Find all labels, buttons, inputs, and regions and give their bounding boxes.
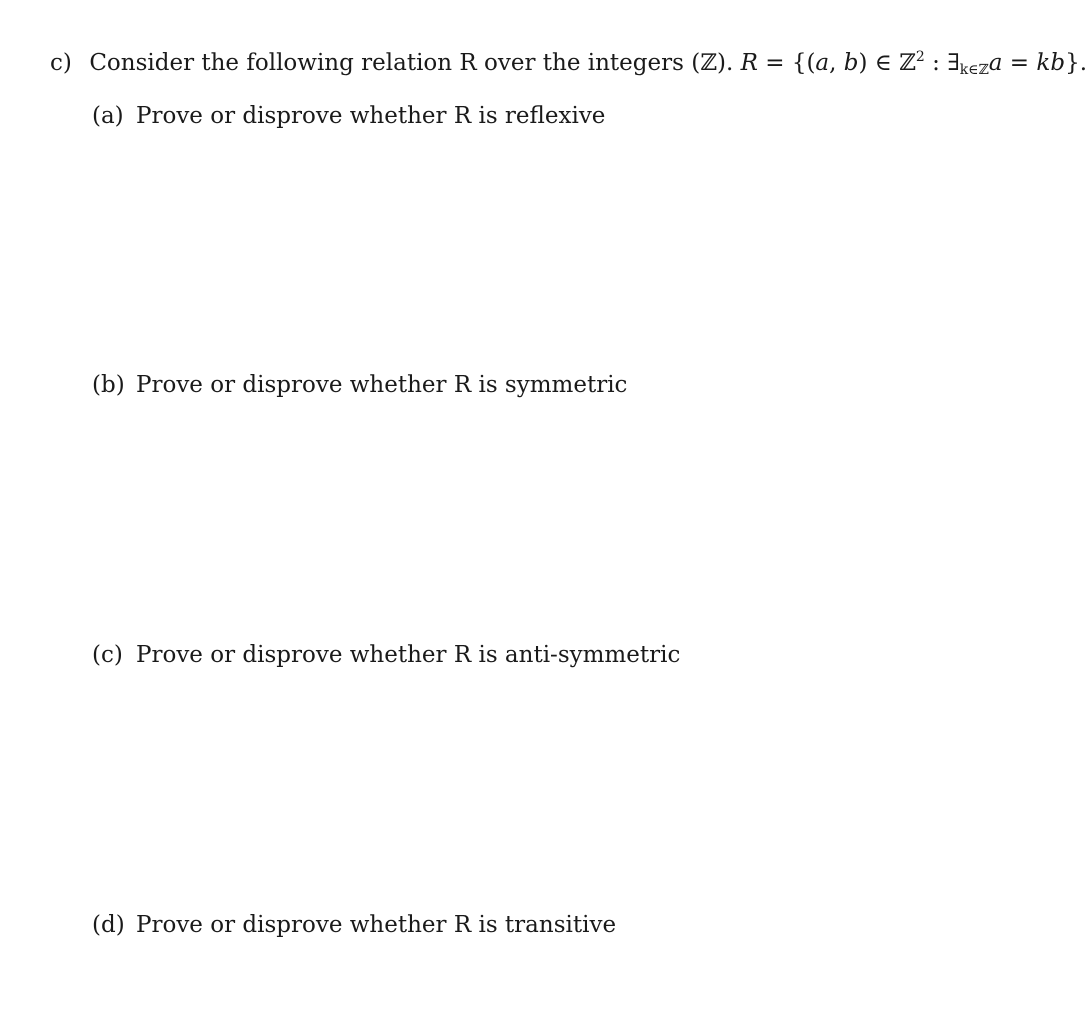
question-anti-symmetric (92, 640, 680, 670)
math-colon: : ∃ (924, 50, 960, 76)
problem-text: Consider the following relation R over the integers (ℤ). (89, 50, 734, 76)
math-subscript: k∈ℤ (959, 62, 989, 78)
question-label: (d) (92, 912, 125, 938)
problem-label: c) (50, 50, 72, 76)
math-kb: kb (1036, 50, 1066, 76)
question-text: Prove or disprove whether R is reflexive (136, 103, 606, 129)
math-a: a (815, 50, 830, 76)
relation-definition (741, 50, 1087, 76)
question-label: (a) (92, 103, 124, 129)
relation-symbol: R (740, 50, 758, 76)
question-text: Prove or disprove whether R is symmetric (136, 372, 628, 398)
math-in: ) ∈ ℤ (858, 50, 916, 76)
problem-statement (50, 42, 1087, 85)
math-eq2: = (1002, 50, 1037, 76)
question-text: Prove or disprove whether R is anti-symmetric (136, 642, 681, 668)
math-eq: = {( (757, 50, 816, 76)
math-b: b (843, 50, 859, 76)
math-comma: , (829, 50, 844, 76)
question-reflexive (92, 101, 605, 131)
question-text: Prove or disprove whether R is transitive (136, 912, 617, 938)
question-label: (c) (92, 642, 123, 668)
math-exponent: 2 (915, 49, 925, 65)
math-close: }. (1065, 50, 1087, 76)
question-transitive (92, 910, 616, 940)
math-a2: a (988, 50, 1003, 76)
question-label: (b) (92, 372, 125, 398)
question-symmetric (92, 370, 627, 400)
